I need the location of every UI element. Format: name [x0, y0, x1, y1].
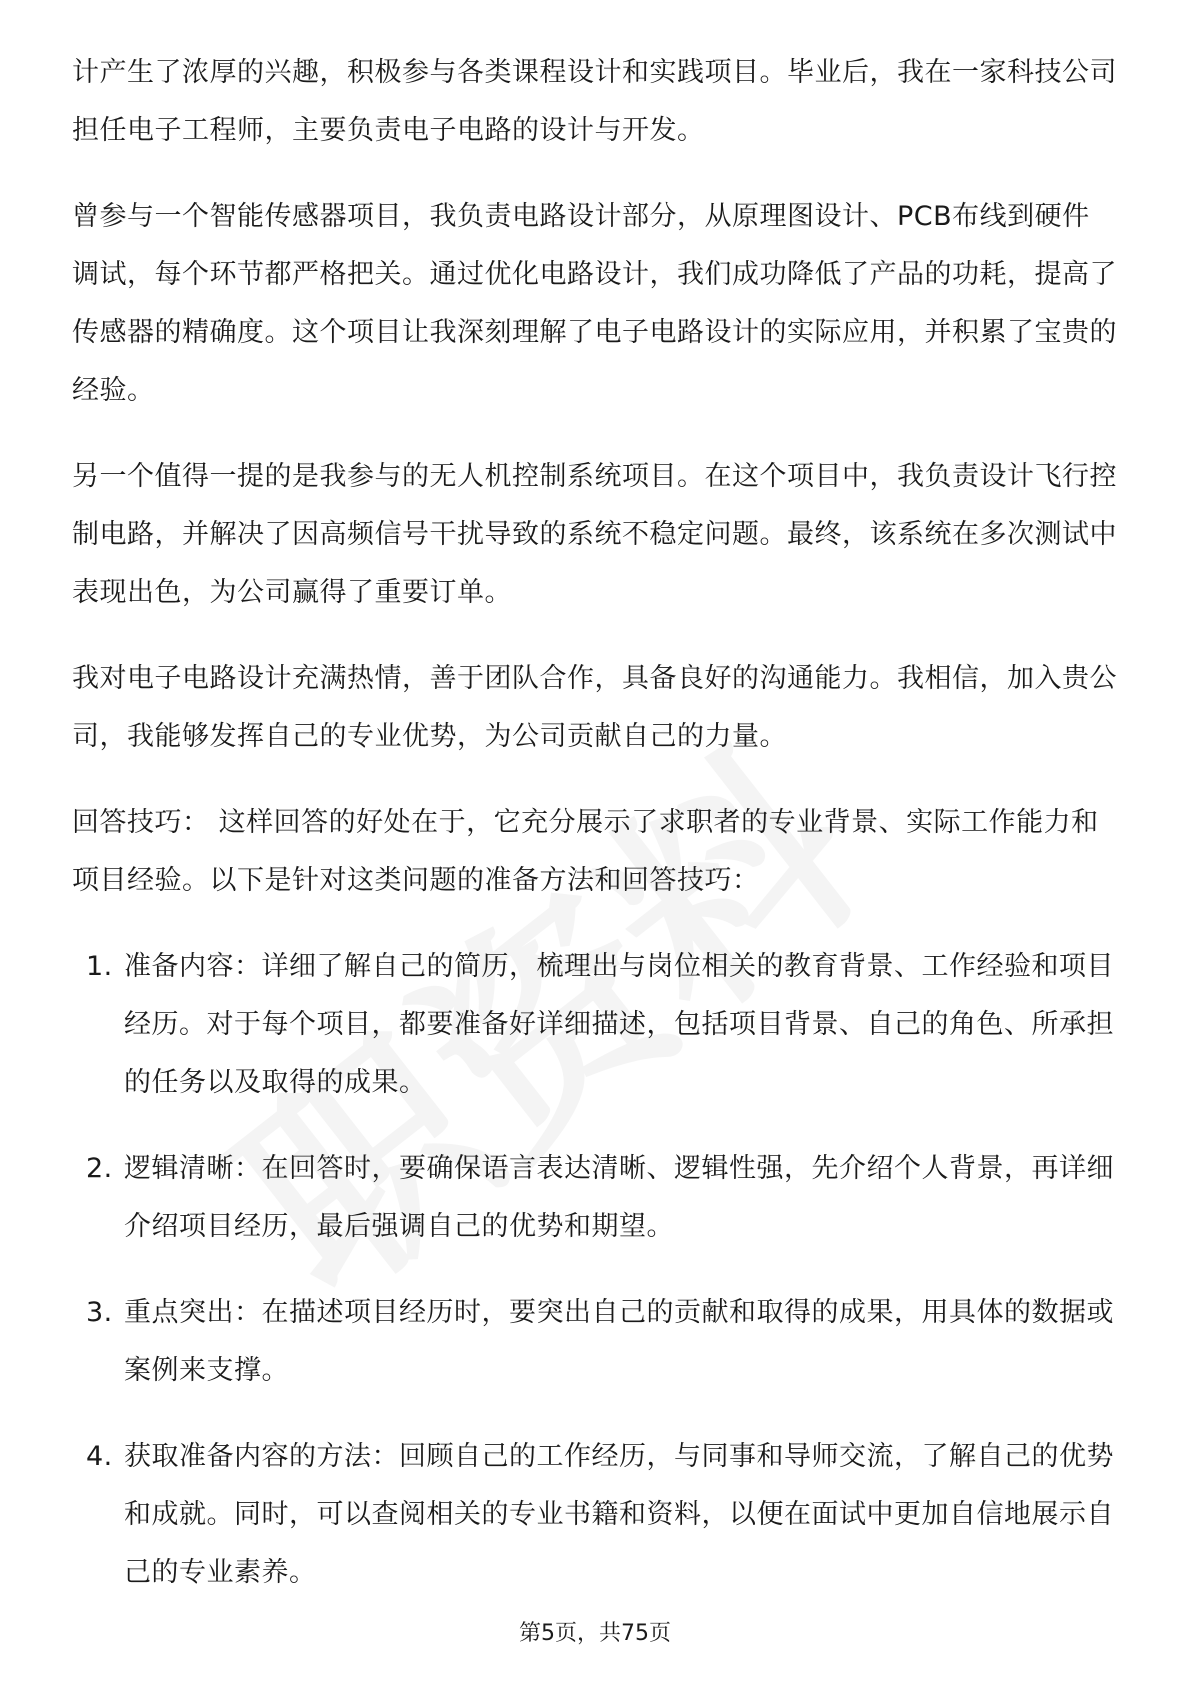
paragraph-intro-continued: 计产生了浓厚的兴趣，积极参与各类课程设计和实践项目。毕业后，我在一家科技公司担任电子工程师，主要负责电子电路的设计与开发。	[72, 57, 1117, 146]
list-text: 准备内容：详细了解自己的简历，梳理出与岗位相关的教育背景、工作经验和项目经历。对于每个项目，都要准备好详细描述，包括项目背景、自己的角色、所承担的任务以及取得的成果。	[124, 951, 1114, 1098]
list-number: 4.	[86, 1441, 113, 1472]
paragraph-sensor-project: 曾参与一个智能传感器项目，我负责电路设计部分，从原理图设计、PCB布线到硬件调试，每个环节都严格把关。通过优化电路设计，我们成功降低了产品的功耗，提高了传感器的精确度。这个项目让我深刻理解了电子电路设计的实际应用，并积累了宝贵的经验。	[72, 201, 1117, 406]
paragraph-drone-project: 另一个值得一提的是我参与的无人机控制系统项目。在这个项目中，我负责设计飞行控制电路，并解决了因高频信号干扰导致的系统不稳定问题。最终，该系统在多次测试中表现出色，为公司赢得了重要订单。	[72, 461, 1117, 608]
list-item	[72, 1140, 1117, 1256]
list-number: 3.	[86, 1297, 113, 1328]
list-number: 2.	[86, 1153, 113, 1184]
document-body	[72, 44, 1117, 1630]
list-text: 重点突出：在描述项目经历时，要突出自己的贡献和取得的成果，用具体的数据或案例来支撑。	[124, 1297, 1114, 1386]
list-number: 1.	[86, 951, 113, 982]
list-item	[72, 1284, 1117, 1400]
list-text: 逻辑清晰：在回答时，要确保语言表达清晰、逻辑性强，先介绍个人背景，再详细介绍项目经历，最后强调自己的优势和期望。	[124, 1153, 1114, 1242]
page-footer: 第5页，共75页	[519, 1621, 671, 1646]
paragraph-closing: 我对电子电路设计充满热情，善于团队合作，具备良好的沟通能力。我相信，加入贵公司，我能够发挥自己的专业优势，为公司贡献自己的力量。	[72, 663, 1117, 752]
list-item	[72, 938, 1117, 1112]
tips-list	[72, 938, 1117, 1602]
paragraph-answer-tips: 回答技巧： 这样回答的好处在于，它充分展示了求职者的专业背景、实际工作能力和项目经验。以下是针对这类问题的准备方法和回答技巧：	[72, 807, 1099, 896]
list-text: 获取准备内容的方法：回顾自己的工作经历，与同事和导师交流，了解自己的优势和成就。同时，可以查阅相关的专业书籍和资料，以便在面试中更加自信地展示自己的专业素养。	[124, 1441, 1114, 1588]
list-item	[72, 1428, 1117, 1602]
